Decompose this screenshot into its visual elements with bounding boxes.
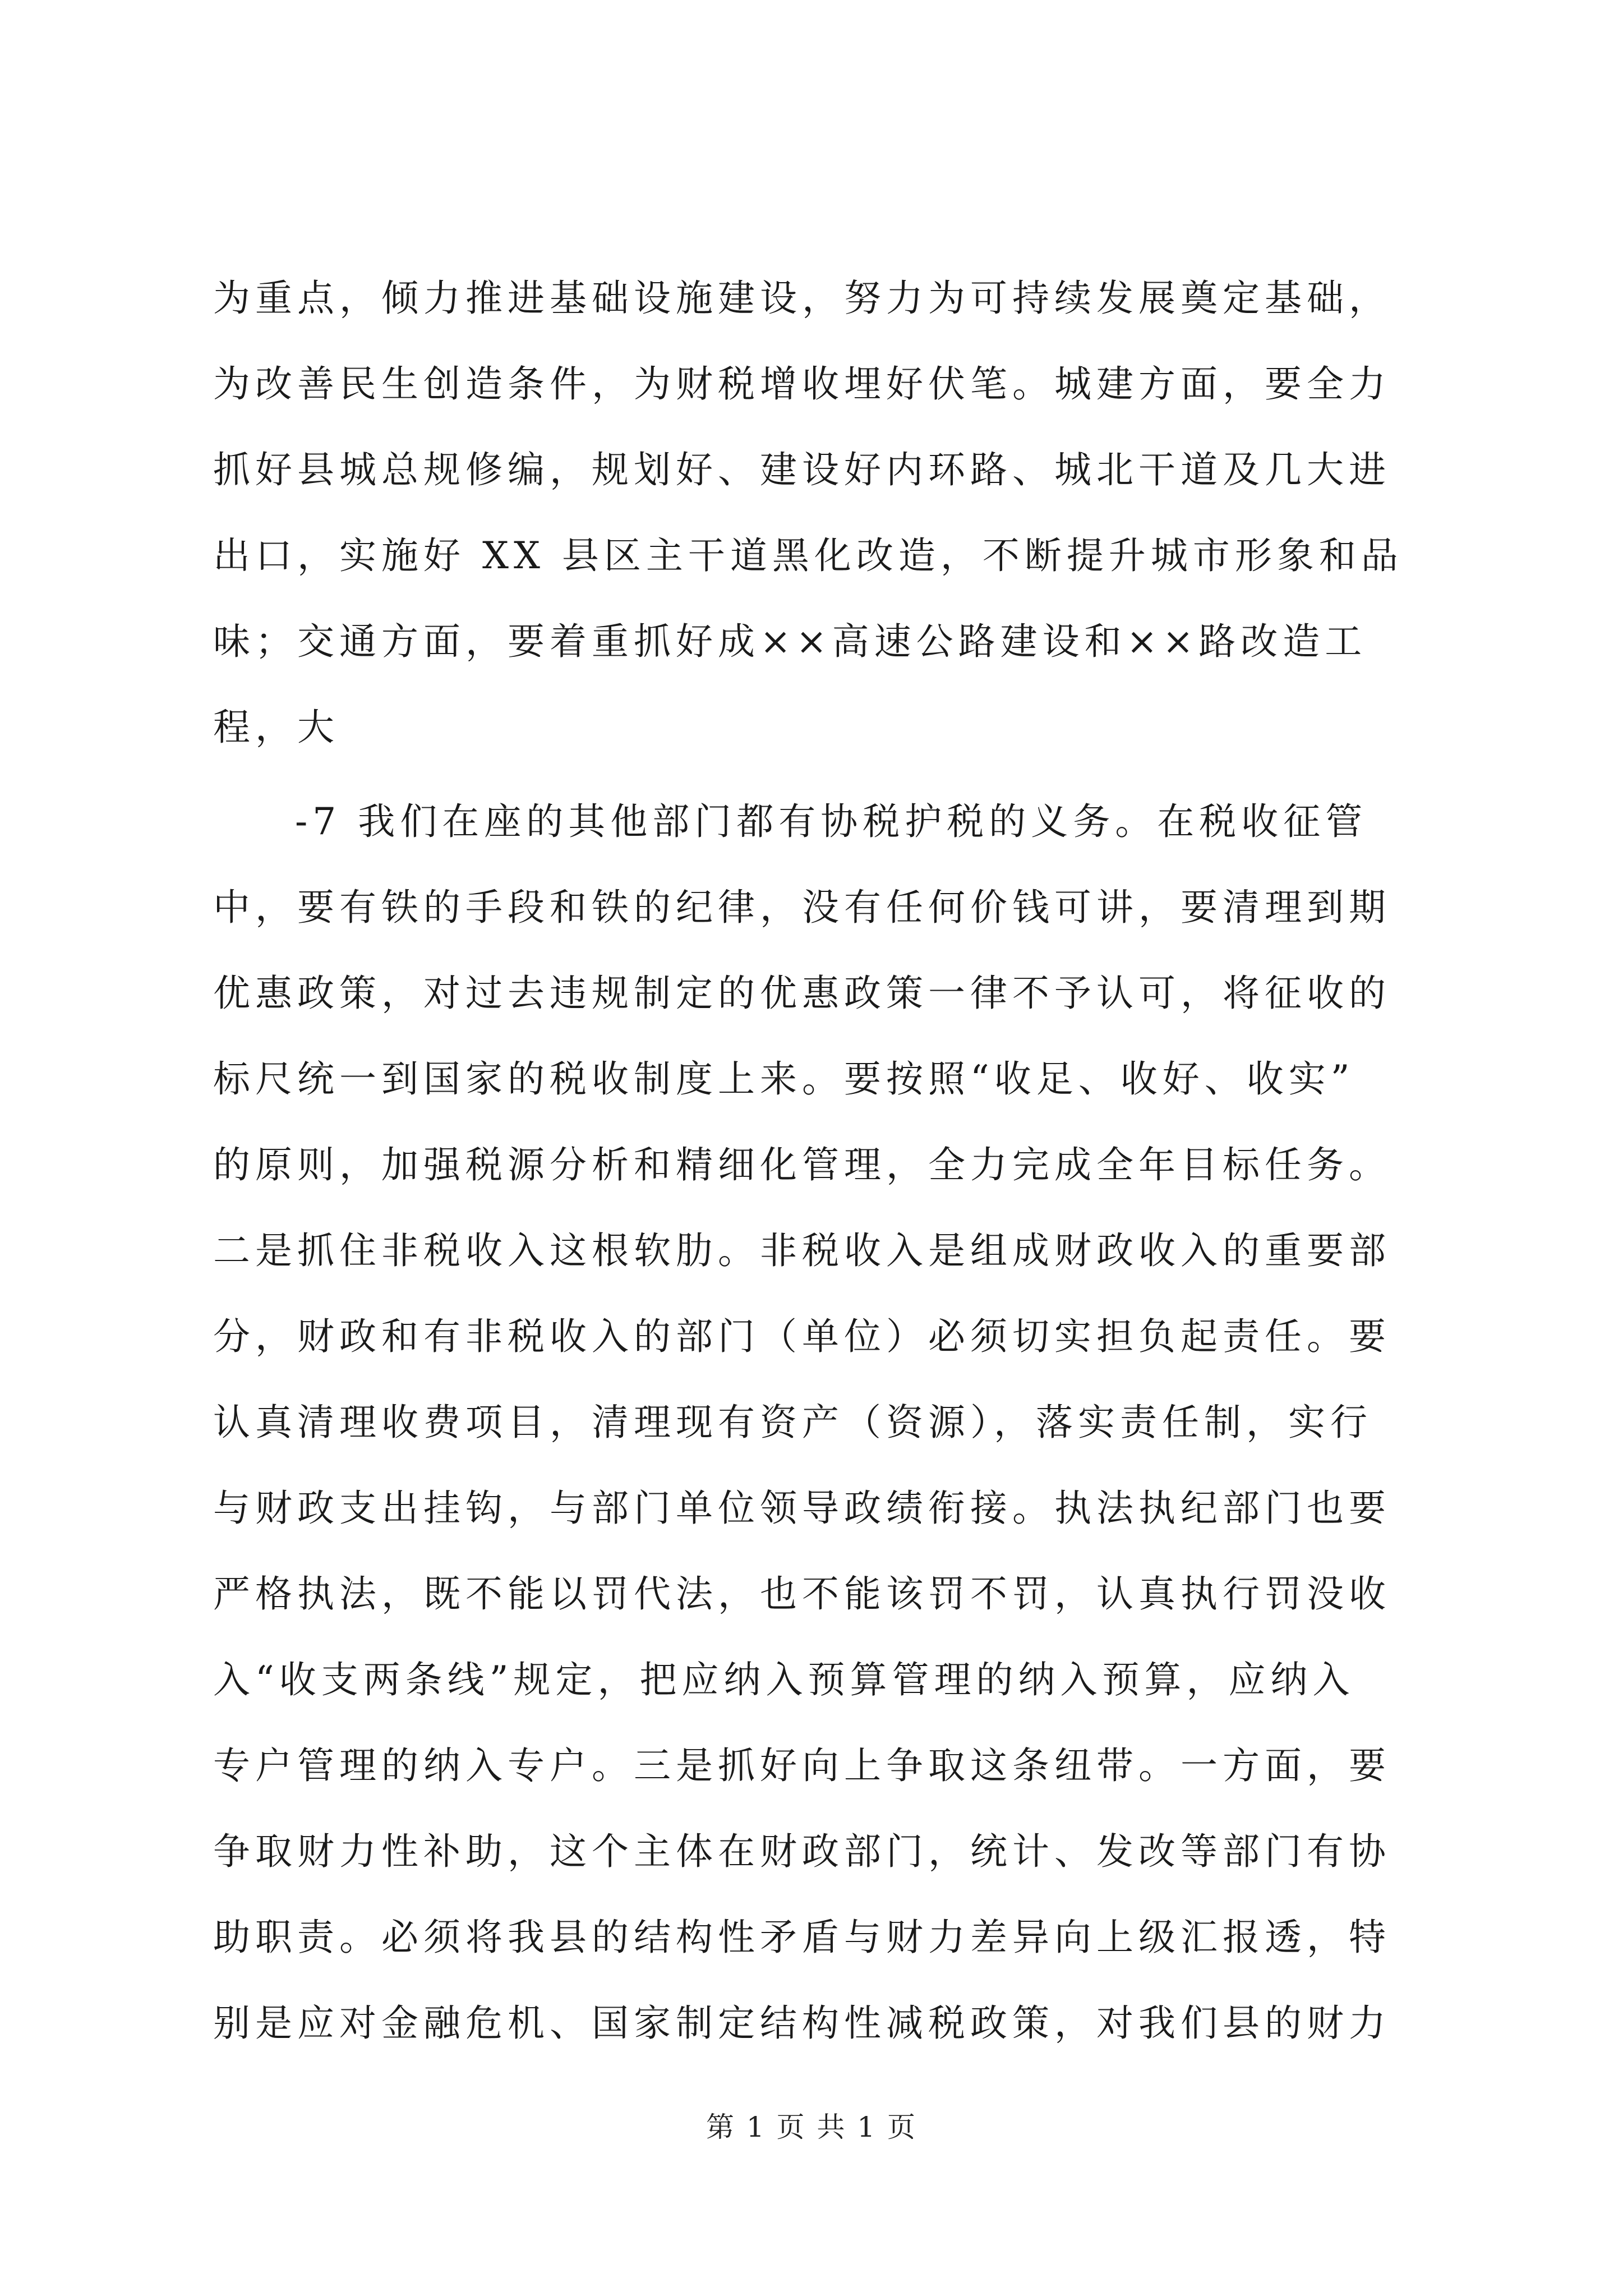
text-line: 抓好县城总规修编，规划好、建设好内环路、城北干道及几大进 xyxy=(213,448,1391,491)
body-text xyxy=(213,255,1413,2066)
text-line: 专户管理的纳入专户。三是抓好向上争取这条纽带。一方面，要 xyxy=(213,1744,1391,1787)
paragraph-gap xyxy=(213,770,1413,779)
text-line: 的原则，加强税源分析和精细化管理，全力完成全年目标任务。 xyxy=(213,1143,1391,1186)
text-line: 为重点，倾力推进基础设施建设，努力为可持续发展奠定基础， xyxy=(213,277,1391,320)
text-line: 分，财政和有非税收入的部门（单位）必须切实担负起责任。要 xyxy=(213,1315,1391,1358)
text-line: 与财政支出挂钩，与部门单位领导政绩衔接。执法执纪部门也要 xyxy=(213,1487,1391,1530)
text-line: 标尺统一到国家的税收制度上来。要按照“收足、收好、收实” xyxy=(213,1057,1355,1101)
text-line: 严格执法，既不能以罚代法，也不能该罚不罚，认真执行罚没收 xyxy=(213,1572,1391,1616)
text-line: 二是抓住非税收入这根软肋。非税收入是组成财政收入的重要部 xyxy=(213,1229,1391,1272)
text-line: 味；交通方面，要着重抓好成××高速公路建设和××路改造工 xyxy=(213,620,1367,663)
text-line: 认真清理收费项目，清理现有资产（资源），落实责任制，实行 xyxy=(213,1401,1372,1444)
text-line: 为改善民生创造条件，为财税增收埋好伏笔。城建方面，要全力 xyxy=(213,362,1391,406)
text-line: 争取财力性补助，这个主体在财政部门，统计、发改等部门有协 xyxy=(213,1830,1391,1873)
page-number-footer: 第 1 页 共 1 页 xyxy=(706,2111,917,2143)
text-line: 别是应对金融危机、国家制定结构性减税政策，对我们县的财力 xyxy=(213,2001,1391,2045)
text-line: 助职责。必须将我县的结构性矛盾与财力差异向上级汇报透，特 xyxy=(213,1916,1391,1959)
text-line: 程，大 xyxy=(213,706,339,749)
text-line: 入“收支两条线”规定，把应纳入预算管理的纳入预算，应纳入 xyxy=(213,1658,1355,1701)
text-line: 中，要有铁的手段和铁的纪律，没有任何价钱可讲，要清理到期 xyxy=(213,886,1391,929)
text-line: 出口，实施好 XX 县区主干道黑化改造，不断提升城市形象和品 xyxy=(213,534,1403,577)
text-line: 优惠政策，对过去违规制定的优惠政策一律不予认可，将征收的 xyxy=(213,972,1391,1015)
text-line: -7 我们在座的其他部门都有协税护税的义务。在税收征管 xyxy=(295,800,1368,843)
